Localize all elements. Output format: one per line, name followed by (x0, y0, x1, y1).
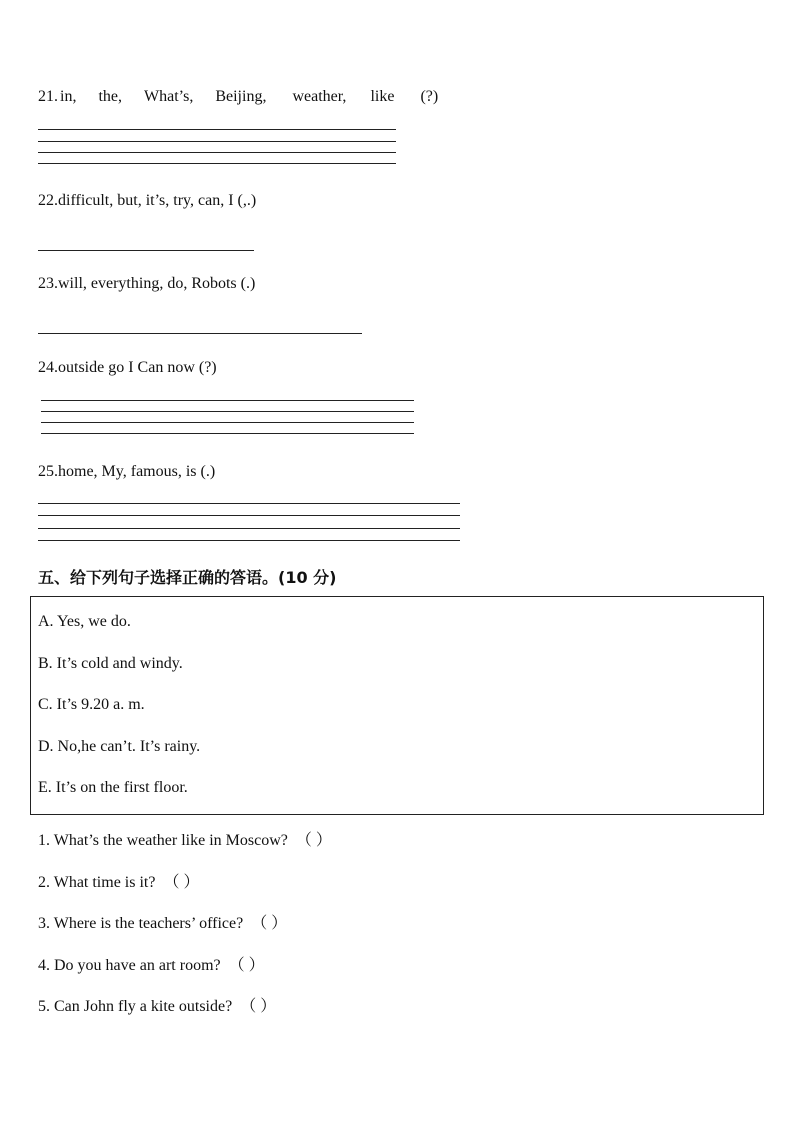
option-b: B. It’s cold and windy. (38, 655, 183, 672)
answer-line (38, 540, 460, 541)
answer-blank-4[interactable]: （ ） (228, 957, 265, 974)
question-21 (38, 88, 438, 106)
answer-line (41, 411, 414, 412)
answer-line (38, 141, 396, 142)
answer-line (41, 422, 414, 423)
q21-word: Beijing, (215, 88, 267, 105)
q21-word: weather, (292, 88, 347, 105)
question-1-text: 1. What’s the weather like in Moscow? (38, 832, 288, 849)
answer-line-23[interactable] (38, 333, 362, 334)
answer-line (38, 515, 460, 516)
answer-line (38, 528, 460, 529)
question-2-text: 2. What time is it? (38, 874, 156, 891)
q21-word: like (370, 88, 395, 105)
answer-blank-3[interactable]: （ ） (251, 915, 288, 932)
question-22: 22.difficult, but, it’s, try, can, I (,.) (38, 192, 257, 209)
option-a: A. Yes, we do. (38, 613, 131, 630)
answer-line (38, 152, 396, 153)
question-4 (38, 952, 265, 975)
answer-line (38, 129, 396, 130)
question-3-text: 3. Where is the teachers’ office? (38, 915, 244, 932)
q21-word: (?) (420, 88, 439, 105)
q21-word: What’s, (144, 88, 194, 105)
question-5-text: 5. Can John fly a kite outside? (38, 998, 233, 1015)
answer-blank-5[interactable]: （ ） (240, 998, 277, 1015)
answer-line-22[interactable] (38, 250, 254, 251)
option-d: D. No,he can’t. It’s rainy. (38, 738, 201, 755)
question-23: 23.will, everything, do, Robots (.) (38, 275, 256, 292)
question-24: 24.outside go I Can now (?) (38, 359, 217, 376)
section-five-heading: 五、给下列句子选择正确的答语。(10 分) (38, 568, 337, 587)
answer-line (38, 503, 460, 504)
q21-word: in, (60, 88, 77, 105)
option-c: C. It’s 9.20 a. m. (38, 696, 145, 713)
option-e: E. It’s on the first floor. (38, 779, 188, 796)
question-4-text: 4. Do you have an art room? (38, 957, 221, 974)
q21-number: 21. (38, 88, 58, 105)
answer-blank-1[interactable]: （ ） (295, 832, 332, 849)
question-5 (38, 993, 276, 1016)
answer-line (41, 400, 414, 401)
question-25: 25.home, My, famous, is (.) (38, 463, 216, 480)
q21-word: the, (98, 88, 122, 105)
answer-line (38, 163, 396, 164)
question-1 (38, 827, 332, 850)
question-3 (38, 910, 287, 933)
answer-line (41, 433, 414, 434)
question-2 (38, 869, 199, 892)
answer-blank-2[interactable]: （ ） (163, 874, 200, 891)
